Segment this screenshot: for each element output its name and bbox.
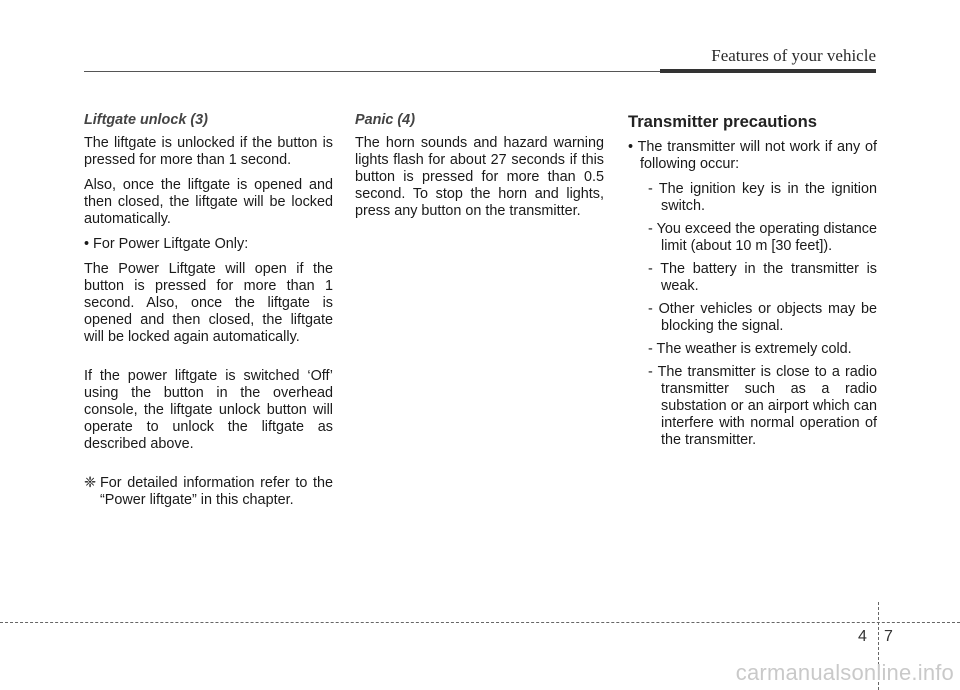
column-right xyxy=(628,112,877,455)
header-rule xyxy=(84,71,660,72)
list-item: - Other vehicles or objects may be blocking the signal. xyxy=(648,301,877,334)
list-item: - The ignition key is in the ignition switch. xyxy=(648,181,877,214)
note-text: For detailed information refer to the “Power liftgate” in this chapter. xyxy=(100,475,333,508)
footer-rule xyxy=(0,622,960,623)
page-number: 7 xyxy=(884,628,893,645)
chapter-number: 4 xyxy=(858,628,867,645)
list-item: - You exceed the operating distance limit (about 10 m [30 feet]). xyxy=(648,221,877,254)
liftgate-unlock-heading: Liftgate unlock (3) xyxy=(84,112,208,128)
transmitter-precautions-heading: Transmitter precautions xyxy=(628,112,818,131)
column-left xyxy=(84,112,333,509)
paragraph: Also, once the liftgate is opened and then closed, the liftgate will be locked automatically. xyxy=(84,177,333,227)
note-icon: ❈ xyxy=(84,475,97,491)
header-rule-accent xyxy=(660,69,876,73)
bullet-item: • For Power Liftgate Only: xyxy=(84,236,249,252)
paragraph: The horn sounds and hazard warning lights flash for about 27 seconds if this button is pressed for more than 0.5 second. To stop the horn and lights, press any button on the transmitter. xyxy=(355,135,604,219)
section-title: Features of your vehicle xyxy=(711,46,876,65)
list-item: - The weather is extremely cold. xyxy=(648,341,852,357)
note xyxy=(84,475,333,509)
panic-heading: Panic (4) xyxy=(355,112,415,128)
list-item: - The transmitter is close to a radio transmitter such as a radio substation or an airport which can interfere with normal operation of the transmitter. xyxy=(648,364,877,448)
paragraph: If the power liftgate is switched ‘Off’ using the button in the overhead console, the liftgate unlock button will operate to unlock the liftgate as described above. xyxy=(84,368,333,452)
paragraph: The liftgate is unlocked if the button is pressed for more than 1 second. xyxy=(84,135,333,168)
watermark: carmanualsonline.info xyxy=(735,660,954,685)
list-item: - The battery in the transmitter is weak. xyxy=(648,261,877,294)
bullet-item: • The transmitter will not work if any of following occur: xyxy=(628,139,877,172)
paragraph: The Power Liftgate will open if the button is pressed for more than 1 second. Also, once the liftgate is opened and then closed, the liftgate will be locked again automatically. xyxy=(84,261,333,345)
column-middle xyxy=(355,112,604,228)
